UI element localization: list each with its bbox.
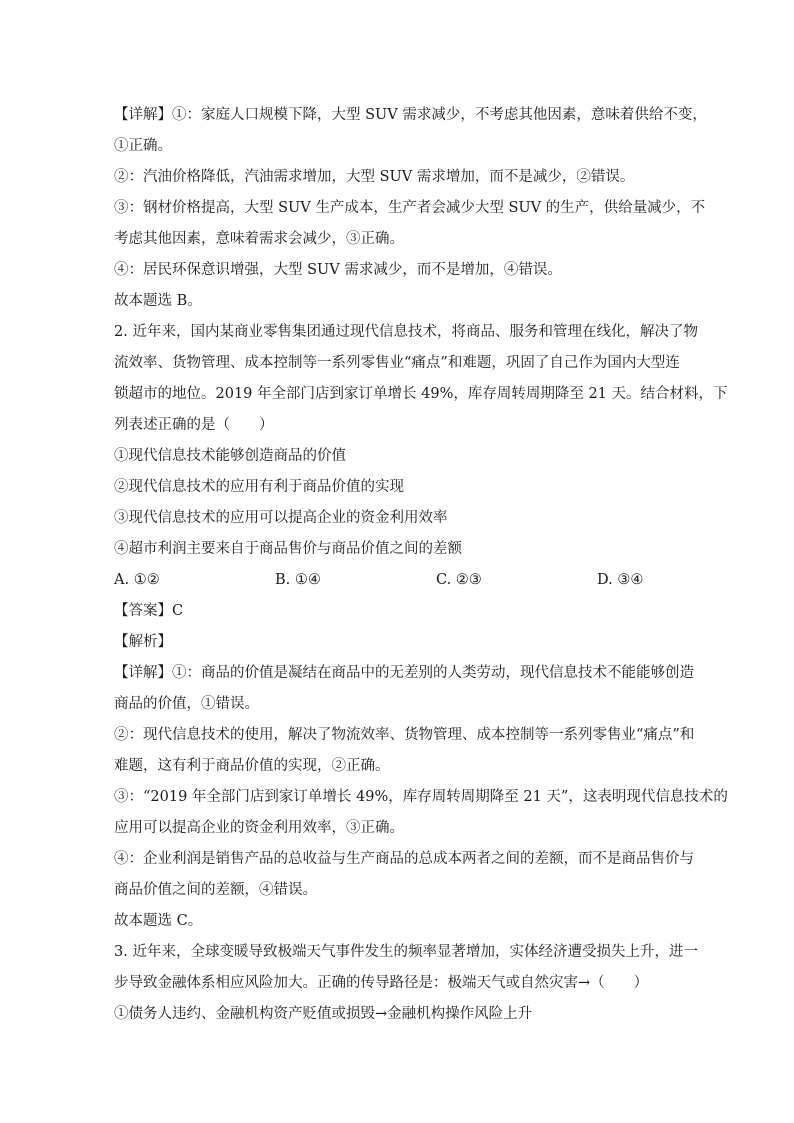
- q2-option-d: D. ③④: [597, 572, 644, 588]
- q2-stem-line-3: 锁超市的地位。2019 年全部门店到家订单增长 49%，库存周转周期降至 21 天。结合材料，下: [114, 386, 728, 402]
- document-page: [114, 100, 728, 1030]
- q2-explanation-line-4: 难题，这有利于商品价值的实现，②正确。: [114, 758, 390, 774]
- q2-explanation-line-5: ③：“2019 年全部门店到家订单增长 49%，库存周转周期降至 21 天”，这表明现代信息技术的: [114, 789, 728, 805]
- q1-conclusion: 故本题选 B。: [114, 293, 202, 309]
- q3-stem-line-1: 3. 近年来，全球变暖导致极端天气事件发生的频率显著增加，实体经济遭受损失上升，进一: [114, 944, 698, 960]
- q2-option-a: A. ①②: [114, 572, 160, 588]
- q3-item-1: ①债务人违约、金融机构资产贬值或损毁→金融机构操作风险上升: [114, 1006, 533, 1022]
- q2-explanation-line-2: 商品的价值，①错误。: [114, 696, 259, 712]
- q2-explanation-line-3: ②：现代信息技术的使用，解决了物流效率、货物管理、成本控制等一系列零售业“痛点”和: [114, 727, 695, 743]
- q1-explanation-line-1: 【详解】①：家庭人口规模下降，大型 SUV 需求减少，不考虑其他因素，意味着供给不变，: [114, 107, 707, 123]
- q1-explanation-line-4: ③：钢材价格提高，大型 SUV 生产成本，生产者会减少大型 SUV 的生产，供给量减少，不: [114, 200, 706, 216]
- q2-conclusion: 故本题选 C。: [114, 913, 203, 929]
- q2-explanation-line-8: 商品价值之间的差额，④错误。: [114, 882, 317, 898]
- q2-item-3: ③现代信息技术的应用可以提高企业的资金利用效率: [114, 510, 448, 526]
- q2-answer: 【答案】C: [114, 603, 184, 619]
- q2-item-4: ④超市利润主要来自于商品售价与商品价值之间的差额: [114, 541, 462, 557]
- q1-explanation-line-2: ①正确。: [114, 138, 172, 154]
- q1-explanation-line-5: 考虑其他因素，意味着需求会减少，③正确。: [114, 231, 404, 247]
- q2-explanation-line-6: 应用可以提高企业的资金利用效率，③正确。: [114, 820, 404, 836]
- q2-stem-line-1: 2. 近年来，国内某商业零售集团通过现代信息技术，将商品、服务和管理在线化，解决了物: [114, 324, 698, 340]
- q2-stem-line-2: 流效率、货物管理、成本控制等一系列零售业“痛点”和难题，巩固了自己作为国内大型连: [114, 355, 680, 371]
- q3-stem-line-2: 步导致金融体系相应风险加大。正确的传导路径是：极端天气或自然灾害→（ ）: [114, 975, 649, 991]
- q2-option-b: B. ①④: [275, 572, 321, 588]
- q2-options: [114, 565, 684, 596]
- q2-explanation-line-1: 【详解】①：商品的价值是凝结在商品中的无差别的人类劳动，现代信息技术不能能够创造: [114, 665, 694, 681]
- q2-item-2: ②现代信息技术的应用有利于商品价值的实现: [114, 479, 404, 495]
- q2-explanation-line-7: ④：企业利润是销售产品的总收益与生产商品的总成本两者之间的差额，而不是商品售价与: [114, 851, 694, 867]
- q1-explanation-line-3: ②：汽油价格降低，汽油需求增加，大型 SUV 需求增加，而不是减少，②错误。: [114, 169, 635, 185]
- q1-explanation-line-6: ④：居民环保意识增强，大型 SUV 需求减少，而不是增加，④错误。: [114, 262, 562, 278]
- q2-analysis-label: 【解析】: [114, 634, 172, 650]
- q2-stem-line-4: 列表述正确的是（ ）: [114, 417, 274, 433]
- q2-item-1: ①现代信息技术能够创造商品的价值: [114, 448, 346, 464]
- q2-option-c: C. ②③: [436, 572, 482, 588]
